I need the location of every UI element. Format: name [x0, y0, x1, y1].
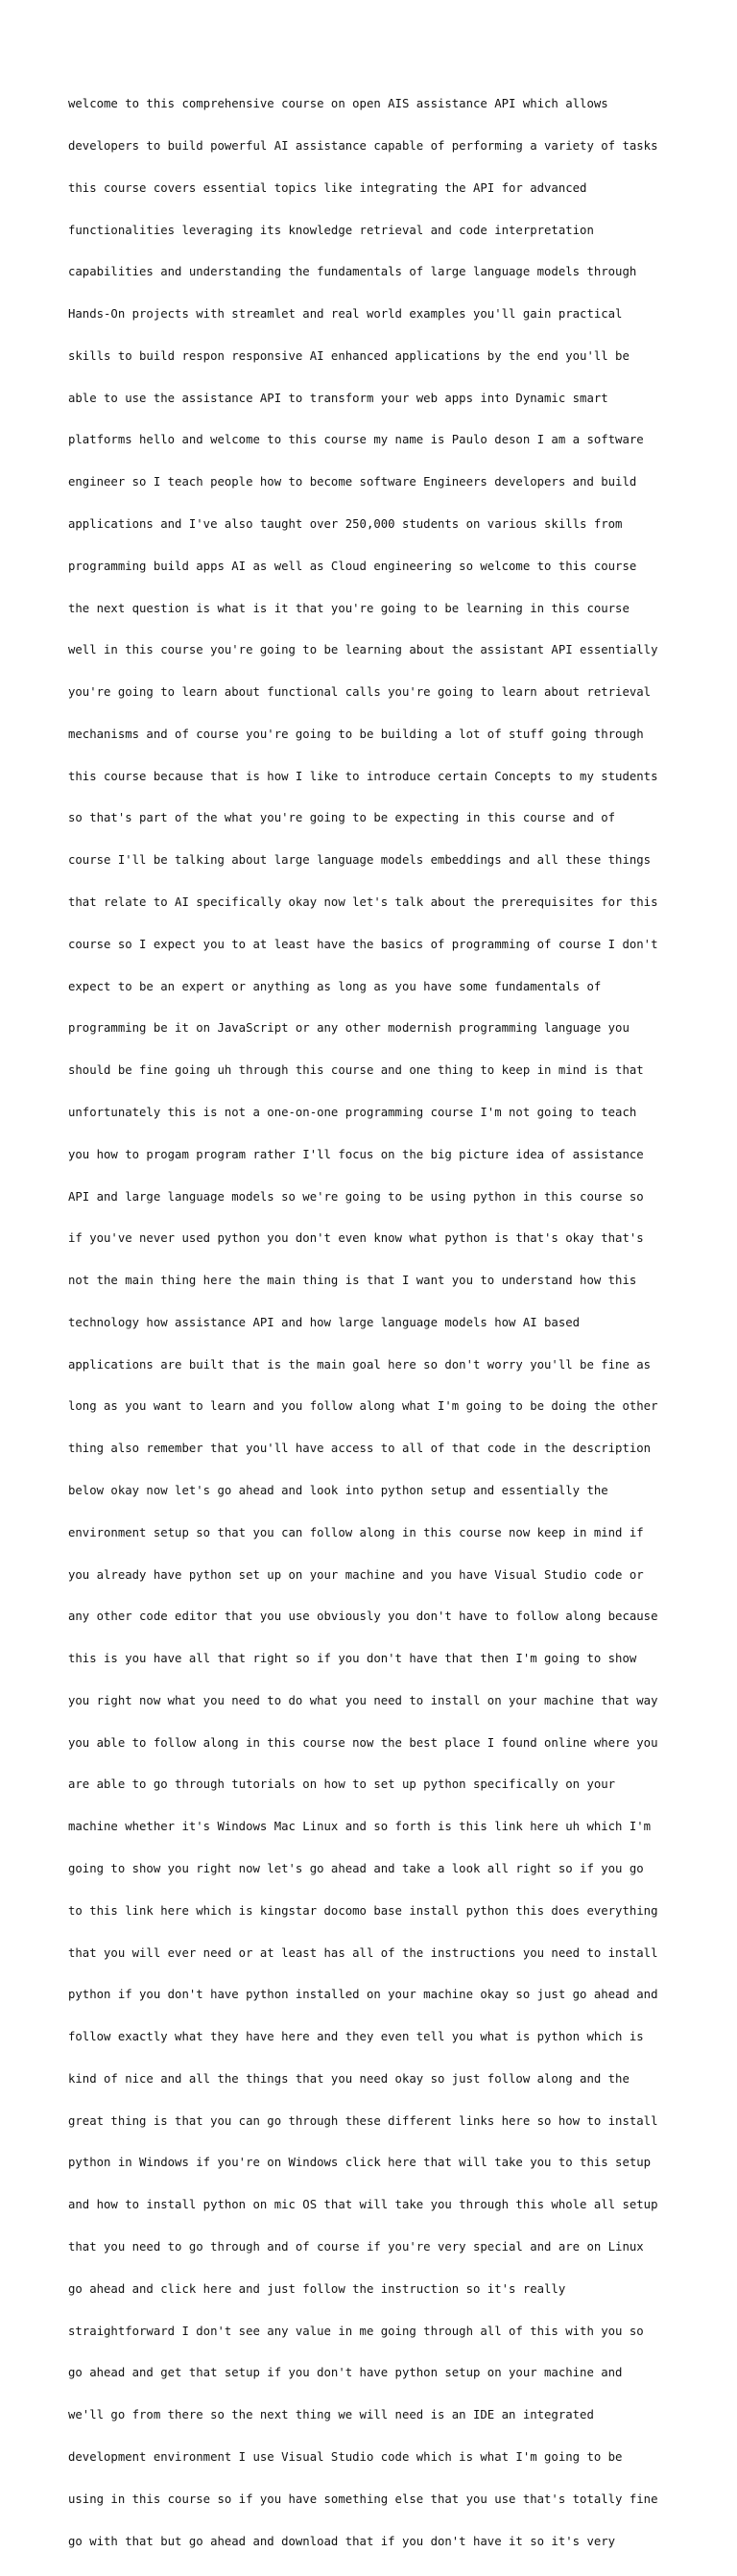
transcript-line: development environment I use Visual Studio code which is what I'm going to be [68, 2449, 623, 2464]
transcript-line: skills to build respon responsive AI enhanced applications by the end you'll be [68, 348, 630, 363]
transcript-line: environment setup so that you can follow along in this course now keep in mind if [68, 1525, 644, 1539]
transcript-line: platforms hello and welcome to this course my name is Paulo deson I am a software [68, 433, 644, 447]
transcript-line: expect to be an expert or anything as long as you have some fundamentals of [68, 979, 602, 993]
transcript-line: follow exactly what they have here and they even tell you what is python which is [68, 2030, 644, 2044]
transcript-line: the next question is what is it that you're going to be learning in this course [68, 601, 630, 615]
transcript-line: you already have python set up on your machine and you have Visual Studio code or [68, 1567, 644, 1582]
transcript-line: below okay now let's go ahead and look into python setup and essentially the [68, 1483, 608, 1497]
transcript-line: capabilities and understanding the fundamentals of large language models through [68, 265, 637, 279]
transcript-line: technology how assistance API and how large language models how AI based [68, 1315, 581, 1329]
transcript-line: course I'll be talking about large language models embeddings and all these things [68, 853, 652, 868]
transcript-line: you right now what you need to do what you need to install on your machine that way [68, 1693, 658, 1707]
transcript-line: if you've never used python you don't even know what python is that's okay that's [68, 1231, 644, 1246]
transcript-line: using in this course so if you have something else that you use that's totally fine [68, 2492, 658, 2506]
transcript-line: Hands-On projects with streamlet and real world examples you'll gain practical [68, 307, 623, 322]
transcript-line: so that's part of the what you're going to be expecting in this course and of [68, 811, 616, 825]
transcript-line: that relate to AI specifically okay now let's talk about the prerequisites for this [68, 895, 658, 910]
transcript-line: able to use the assistance API to transform your web apps into Dynamic smart [68, 391, 608, 405]
transcript-line: you able to follow along in this course now the best place I found online where you [68, 1735, 658, 1750]
transcript-line: and how to install python on mic OS that will take you through this whole all setup [68, 2198, 658, 2212]
transcript-line: go with that but go ahead and download that if you don't have it so it's very [68, 2534, 616, 2548]
transcript-line: welcome to this comprehensive course on open AIS assistance API which allows [68, 97, 608, 111]
transcript-line: you're going to learn about functional calls you're going to learn about retrieval [68, 685, 652, 700]
transcript-line: python in Windows if you're on Windows click here that will take you to this setup [68, 2156, 652, 2170]
transcript-line: API and large language models so we're going to be using python in this course so [68, 1189, 644, 1204]
transcript-line: applications are built that is the main goal here so don't worry you'll be fine as [68, 1357, 652, 1371]
transcript-line: great thing is that you can go through these different links here so how to install [68, 2113, 658, 2128]
transcript-line: python if you don't have python installed on your machine okay so just go ahead and [68, 1988, 658, 2002]
transcript-line: machine whether it's Windows Mac Linux and so forth is this link here uh which I'm [68, 1820, 652, 1834]
transcript-line: that you need to go through and of course if you're very special and are on Linux [68, 2240, 644, 2254]
transcript-line: course so I expect you to at least have the basics of programming of course I don't [68, 937, 658, 951]
transcript-line: programming be it on JavaScript or any other modernish programming language you [68, 1021, 630, 1036]
transcript-line: are able to go through tutorials on how to set up python specifically on your [68, 1777, 616, 1792]
transcript-line: go ahead and click here and just follow the instruction so it's really [68, 2281, 566, 2296]
transcript-line: to this link here which is kingstar docomo base install python this does everything [68, 1903, 658, 1918]
transcript-line: straightforward I don't see any value in me going through all of this with you so [68, 2324, 644, 2338]
transcript-line: engineer so I teach people how to become software Engineers developers and build [68, 475, 637, 489]
transcript-line: thing also remember that you'll have access to all of that code in the description [68, 1442, 652, 1456]
transcript-line: programming build apps AI as well as Cloud engineering so welcome to this course [68, 559, 637, 573]
transcript-line: kind of nice and all the things that you need okay so just follow along and the [68, 2071, 630, 2086]
transcript-text [68, 69, 657, 2576]
transcript-line: applications and I've also taught over 250,000 students on various skills from [68, 517, 623, 531]
transcript-line: long as you want to learn and you follow along what I'm going to be doing the other [68, 1399, 658, 1414]
transcript-line: not the main thing here the main thing is that I want you to understand how this [68, 1274, 637, 1288]
transcript-line: any other code editor that you use obviously you don't have to follow along because [68, 1610, 658, 1624]
transcript-line: developers to build powerful AI assistance capable of performing a variety of tasks [68, 138, 658, 153]
transcript-line: this course covers essential topics like integrating the API for advanced [68, 180, 587, 195]
transcript-line: you how to progam program rather I'll focus on the big picture idea of assistance [68, 1147, 644, 1161]
transcript-line: going to show you right now let's go ahead and take a look all right so if you go [68, 1862, 644, 1875]
transcript-line: mechanisms and of course you're going to be building a lot of stuff going through [68, 727, 644, 741]
transcript-line: we'll go from there so the next thing we will need is an IDE an integrated [68, 2408, 594, 2422]
transcript-line: go ahead and get that setup if you don't have python setup on your machine and [68, 2366, 623, 2380]
transcript-line: that you will ever need or at least has all of the instructions you need to install [68, 1945, 658, 1960]
transcript-line: unfortunately this is not a one-on-one programming course I'm not going to teach [68, 1105, 637, 1119]
transcript-line: this course because that is how I like to introduce certain Concepts to my students [68, 769, 658, 783]
transcript-line: should be fine going uh through this course and one thing to keep in mind is that [68, 1063, 644, 1078]
transcript-line: well in this course you're going to be learning about the assistant API essentially [68, 643, 658, 657]
transcript-line: functionalities leveraging its knowledge retrieval and code interpretation [68, 223, 594, 237]
transcript-line: this is you have all that right so if you don't have that then I'm going to show [68, 1652, 637, 1666]
